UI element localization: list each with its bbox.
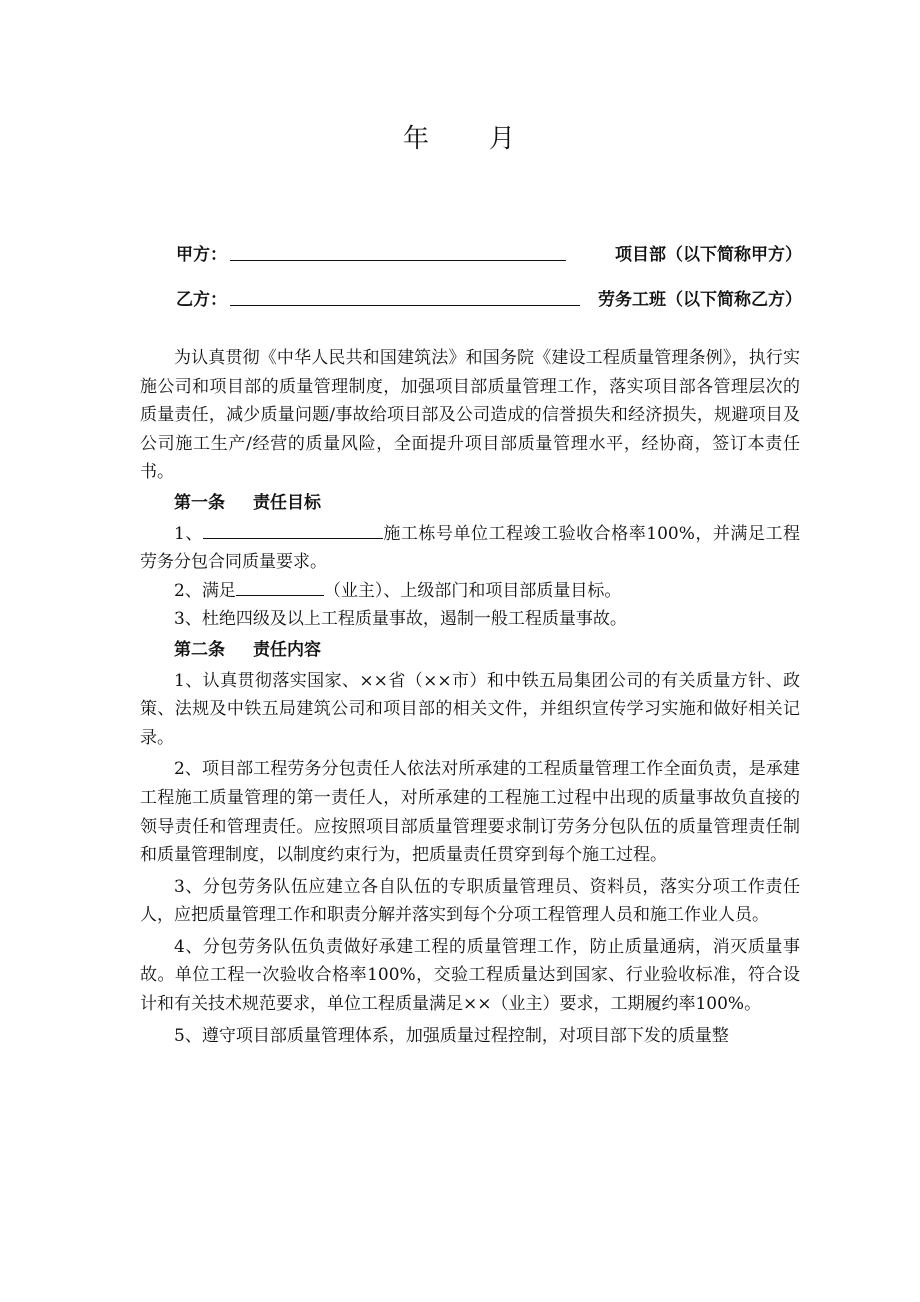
- month-char: 月: [489, 124, 518, 154]
- section1-item2-prefix: 2、满足: [174, 580, 236, 601]
- section1-item1-blank[interactable]: [203, 520, 383, 539]
- section1-item1: [140, 520, 800, 577]
- section1-item1-prefix: 1、: [174, 523, 203, 544]
- party-b-suffix: 劳务工班（以下简称乙方）: [598, 290, 802, 310]
- party-a-suffix: 项目部（以下简称甲方）: [615, 245, 802, 265]
- section2-item-1: 1、认真贯彻落实国家、××省（××市）和中铁五局集团公司的有关质量方针、政策、法规及中铁五局建筑公司和项目部的相关文件，并组织宣传学习实施和做好相关记录。: [140, 670, 800, 748]
- section1-heading: [140, 487, 800, 520]
- section1-item2-blank[interactable]: [236, 577, 324, 596]
- section1-item1-text: 施工栋号单位工程竣工验收合格率100%，并满足工程劳务分包合同质量要求。: [140, 523, 800, 573]
- year-char: 年: [402, 124, 431, 154]
- party-b-blank[interactable]: [230, 305, 580, 306]
- section2-item-3: 3、分包劳务队伍应建立各自队伍的专职质量管理员、资料员，落实分项工作责任人，应把质量管理工作和职责分解并落实到每个分项工程管理人员和施工作业人员。: [140, 876, 800, 926]
- section1-title: 责任目标: [253, 492, 321, 513]
- party-a-label: 甲方：: [176, 245, 227, 265]
- section2-number: 第二条: [174, 639, 225, 660]
- section1-item2-text: （业主）、上级部门和项目部质量目标。: [323, 580, 622, 601]
- section2-title: 责任内容: [253, 639, 321, 660]
- section2-item-5: 5、遵守项目部质量管理体系，加强质量过程控制，对项目部下发的质量整: [174, 1025, 729, 1046]
- party-b-label: 乙方：: [176, 290, 227, 310]
- section2-heading: [140, 634, 800, 667]
- intro-paragraph: 为认真贯彻《中华人民共和国建筑法》和国务院《建设工程质量管理条例》，执行实施公司和项目部的质量管理制度，加强项目部质量管理工作，落实项目部各管理层次的质量责任，减少质量问题/事故给项目部及公司造成的信誉损失和经济损失，规避项目及公司施工生产/经营的质量风险，全面提升项目部质量管理水平，经协商，签订本责任书。: [140, 348, 800, 483]
- section2-item-4: 4、分包劳务队伍负责做好承建工程的质量管理工作，防止质量通病，消灭质量事故。单位工程一次验收合格率100%，交验工程质量达到国家、行业验收标准，符合设计和有关技术规范要求，单位工程质量满足××（业主）要求，工期履约率100%。: [140, 936, 800, 1015]
- section1-number: 第一条: [174, 492, 225, 513]
- section2-item-2: 2、项目部工程劳务分包责任人依法对所承建的工程质量管理工作全面负责，是承建工程施工质量管理的第一责任人，对所承建的工程施工过程中出现的质量事故负直接的领导责任和管理责任。应按照项目部质量管理要求制订劳务分包队伍的质量管理责任制和质量管理制度，以制度约束行为，把质量责任贯穿到每个施工过程。: [140, 759, 800, 866]
- body-text: [140, 344, 800, 1050]
- party-a-row: [176, 236, 802, 266]
- section1-item2: [140, 577, 800, 606]
- party-a-blank[interactable]: [230, 260, 566, 261]
- date-line: [0, 118, 920, 155]
- section1-item3: 3、杜绝四级及以上工程质量事故，遏制一般工程质量事故。: [174, 609, 627, 630]
- party-b-row: [176, 281, 802, 311]
